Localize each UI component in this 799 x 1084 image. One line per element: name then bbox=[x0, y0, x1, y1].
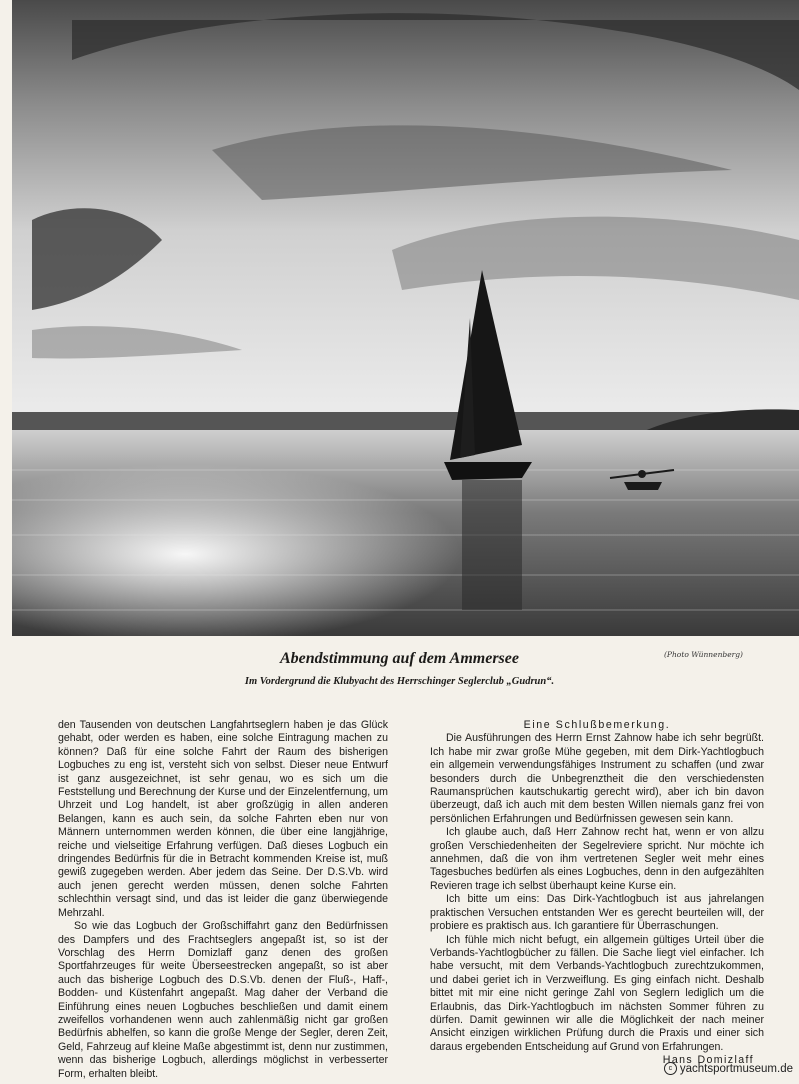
left-paragraph-1: den Tausenden von deutschen Langfahrtseglern haben je das Glück gehabt, oder werden es haben, eine solche Eintragung machen zu können? Daß für eine solche Fahrt der Raum des bisherigen Logbuches zu eng ist, versteht sich von selbst. Dieser neue Entwurf ist ganz ausgezeichnet, ist sehr genau, wo es sich um die Feststellung und Berechnung der Kurse und der Einzelentfernung, um Uhrzeit und Log handelt, ist aber großzügig in allen anderen Belangen, kann es auch sein, da solche Fahrten eben nur von Männern unternommen werden können, die über eine langjährige, reiche und vielseitige Erfahrung verfügen. Daß dieses Logbuch ein dringendes Bedürfnis für die in Betracht kommenden Kreise ist, muß gewiß zugegeben werden. Aber jedem das Seine. Der D.S.Vb. wird auch jenen gerecht werden müssen, denen solche Fahrten schlechthin versagt sind, und das ist leider die ganz überwiegende Mehrzahl. bbox=[58, 719, 388, 919]
sailboat-sunset-photo-icon bbox=[12, 0, 799, 636]
watermark bbox=[664, 1062, 793, 1075]
caption-subtitle: Im Vordergrund die Klubyacht des Herrschinger Seglerclub „Gudrun“. bbox=[244, 676, 555, 687]
right-column bbox=[430, 719, 764, 1068]
sailboat-photo bbox=[12, 0, 799, 636]
caption-title: Abendstimmung auf dem Ammersee bbox=[280, 650, 519, 667]
right-paragraph-3: Ich bitte um eins: Das Dirk-Yachtlogbuch ist aus jahrelangen praktischen Versuchen entstanden Wer es gerecht beurteilen will, der probiere es praktisch aus. Ich garantiere für Überraschungen. bbox=[430, 893, 764, 933]
right-paragraph-1: Die Ausführungen des Herrn Ernst Zahnow habe ich sehr begrüßt. Ich habe mir zwar große Mühe gegeben, mit dem Dirk-Yachtlogbuch ein allgemein verwendungsfähiges Instrument zu schaffen (und zwar besonders durch die Unbegrenztheit die den verschiedensten Raumansprüchen kautschukartig gerecht wird), aber ich bin davon überzeugt, daß ich auch mit dem besten Willen niemals ganz frei von persönlichen Erfahrungen und Bedürfnissen gewesen sein kann. bbox=[430, 732, 764, 825]
copyright-icon: c bbox=[664, 1062, 677, 1075]
watermark-text[interactable]: yachtsportmuseum.de bbox=[679, 1062, 793, 1075]
photo-credit: (Photo Wünnenberg) bbox=[664, 650, 743, 659]
section-heading: Eine Schlußbemerkung. bbox=[523, 719, 671, 731]
author-signature: Hans Domizlaff bbox=[662, 1054, 754, 1067]
right-paragraph-4: Ich fühle mich nicht befugt, ein allgemein gültiges Urteil über die Verbands-Yachtlogbücher zu fällen. Die Sache liegt viel einfacher. Ich habe versucht, mit dem Verbands-Yachtlogbuch zurechtzukommen, und dabei geriet ich in Verzweiflung. Es ging einfach nicht. Deshalb bittet mit mir eine nicht geringe Zahl von Seglern lediglich um die Erlaubnis, das Dirk-Yachtlogbuch im nächsten Sommer führen zu dürfen. Damit gewinnen wir alle die Möglichkeit der nach meiner Ansicht einzigen wirklichen Prüfung durch die Praxis und einer sich daraus ergebenden Entscheidung auf Grund von Erfahrungen. bbox=[430, 933, 764, 1053]
right-paragraph-2: Ich glaube auch, daß Herr Zahnow recht hat, wenn er von allzu großen Verschiedenheiten der Segelreviere spricht. Nur möchte ich annehmen, daß die von ihm vertretenen Segler weit mehr eines Tagesbuches bedürfen als eines Logbuches, denn in den aufgezählten Revieren trage ich selbst überhaupt keine Kurse ein. bbox=[430, 826, 764, 892]
left-paragraph-2: So wie das Logbuch der Großschiffahrt ganz den Bedürfnissen des Dampfers und des Frachtseglers angepaßt ist, so ist der Vorschlag des Herrn Domizlaff ganz denen des großen Sportfahrzeuges für weite Überseestrecken angepaßt, so ist aber auch das bisherige Logbuch des D.S.Vb. denen der Fluß-, Haff-, Bodden- und Küstenfahrt angepaßt. Mag daher der Verband die Einführung eines neuen Logbuches beschließen und damit einem zweifellos vorhandenen wenn auch zahlenmäßig nicht gar großen Bedürfnis abhelfen, so kann die große Menge der Segler, deren Zeit, Geld, Fahrzeug auf kleine Maße abgestimmt ist, denn nur zustimmen, wenn das bisherige Logbuch, allerdings möglichst in verbesserter Form, erhalten bleibt. bbox=[58, 920, 388, 1080]
left-column bbox=[58, 719, 388, 1081]
